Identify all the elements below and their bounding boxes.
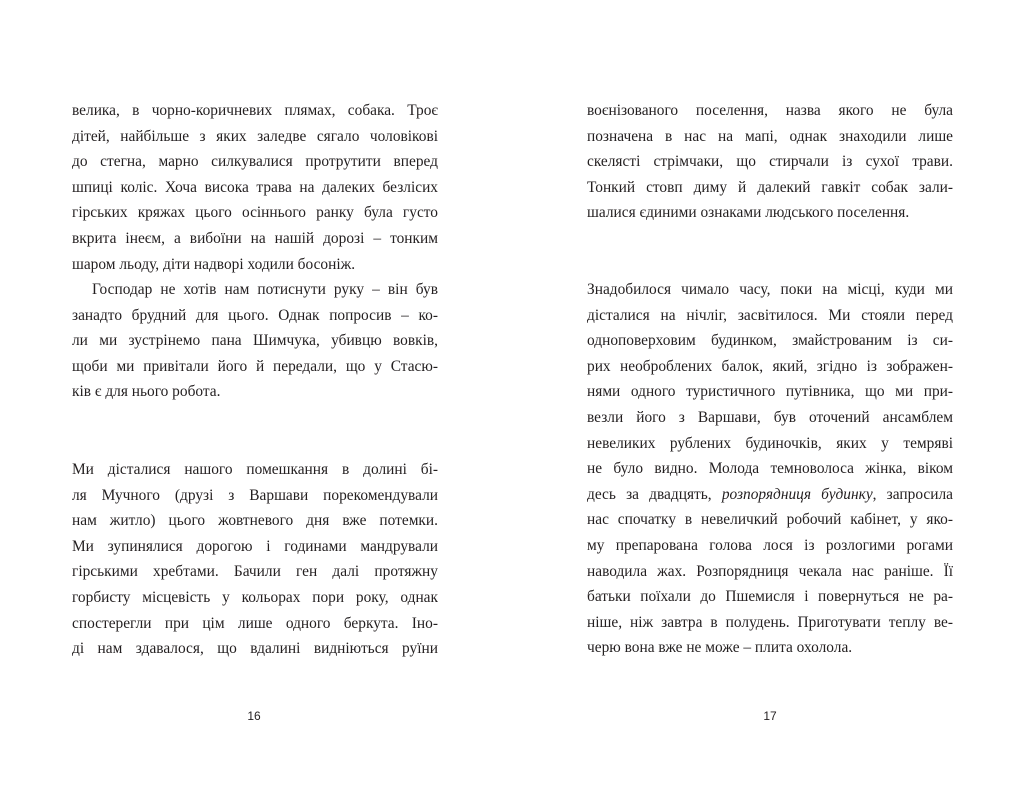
text-line: ніше, ніж завтра в полудень. Приготувати теплу ве- (587, 613, 953, 631)
text-line: черю вона вже не може – плита охолола. (587, 639, 853, 657)
text-line: ді нам здавалося, що вдалині видніються руїни (72, 640, 438, 658)
text-line: скелясті стрімчаки, що стирчали із сухої трави. (587, 153, 953, 171)
text-line: Господар не хотів нам потиснути руку – він був (92, 281, 438, 298)
text-line: му препарована голова лося із розлогими рогами (587, 536, 953, 554)
italic-phrase: розпорядниця будинку (721, 485, 873, 503)
text-line: позначена в нас на мапі, однак знаходили лише (587, 127, 953, 145)
text-line: занадто брудний для цього. Однак попросив – ко- (72, 306, 438, 324)
text-line: невеликих рублених будиночків, яких у темряві (587, 434, 953, 452)
text-line: до стегна, марно силкувалися протрутити вперед (72, 153, 438, 171)
line-text-start: десь за двадцять, (587, 485, 722, 503)
text-line: ли ми зустрінемо пана Шимчука, убивцю вовків, (72, 332, 438, 350)
right-paragraph-1 (587, 98, 953, 226)
text-line: спостерегли при цім лише одного беркута. Іно- (72, 614, 438, 632)
text-line: шпиці коліс. Хоча висока трава на далеких безлісих (72, 178, 438, 196)
text-line: нам житло) цього жовтневого дня вже потемки. (72, 512, 438, 530)
text-line: нас спочатку в невеличкий робочий кабінет, у яко- (587, 511, 953, 529)
text-line: не було видно. Молода темноволоса жінка, віком (587, 460, 953, 478)
text-line: везли його з Варшави, був оточений ансамблем (587, 408, 953, 426)
text-line: нями одного туристичного путівника, що ми при- (587, 383, 953, 401)
right-page (512, 0, 1024, 788)
text-line: батьки поїхали до Пшемисля і повернуться не ра- (587, 588, 953, 606)
text-line: рих необроблених балок, який, згідно із зображен- (587, 357, 953, 375)
text-line: Ми дісталися нашого помешкання в долині бі- (72, 461, 438, 478)
text-line: наводила жах. Розпорядниця чекала нас раніше. Її (587, 562, 953, 580)
text-line: шалися єдиними ознаками людського поселення. (587, 204, 910, 222)
text-line (587, 482, 953, 508)
text-line: велика, в чорно-коричневих плямах, собака. Троє (72, 102, 438, 119)
text-line: шаром льоду, діти надворі ходили босоніж. (72, 255, 356, 273)
text-line: дісталися на нічліг, засвітилося. Ми стояли перед (587, 306, 953, 324)
page-number: 16 (247, 709, 261, 723)
text-line: вкрита інеєм, а вибоїни на нашій дорозі – тонким (72, 229, 438, 247)
right-paragraph-2 (587, 277, 953, 661)
text-line: одноповерховим будинком, змайстрованим із си- (587, 332, 953, 350)
text-line: Ми зупинялися дорогою і годинами мандрували (72, 537, 438, 555)
text-line: гірських кряжах цього осіннього ранку була густо (72, 204, 438, 222)
text-line: ля Мучного (друзі з Варшави порекомендували (72, 486, 438, 504)
text-line: горбисту місцевість у кольорах пори року, однак (72, 588, 438, 606)
left-paragraph-3 (72, 457, 438, 662)
left-paragraph-1 (72, 98, 438, 277)
text-line: ків є для нього робота. (72, 383, 221, 401)
left-paragraph-2 (72, 277, 438, 405)
text-line: Знадобилося чимало часу, поки на місці, куди ми (587, 281, 953, 298)
text-line: Тонкий стовп диму й далекий гавкіт собак зали- (587, 178, 953, 196)
line-text-end: , запросила (872, 485, 953, 503)
page-number: 17 (763, 709, 777, 723)
text-line: дітей, найбільше з яких заледве сягало чоловікові (72, 127, 438, 145)
text-line: гірськими хребтами. Бачили ген далі протяжну (72, 563, 438, 581)
text-line: воєнізованого поселення, назва якого не була (587, 102, 953, 119)
text-line: щоби ми привітали його й передали, що у Стасю- (72, 357, 438, 375)
